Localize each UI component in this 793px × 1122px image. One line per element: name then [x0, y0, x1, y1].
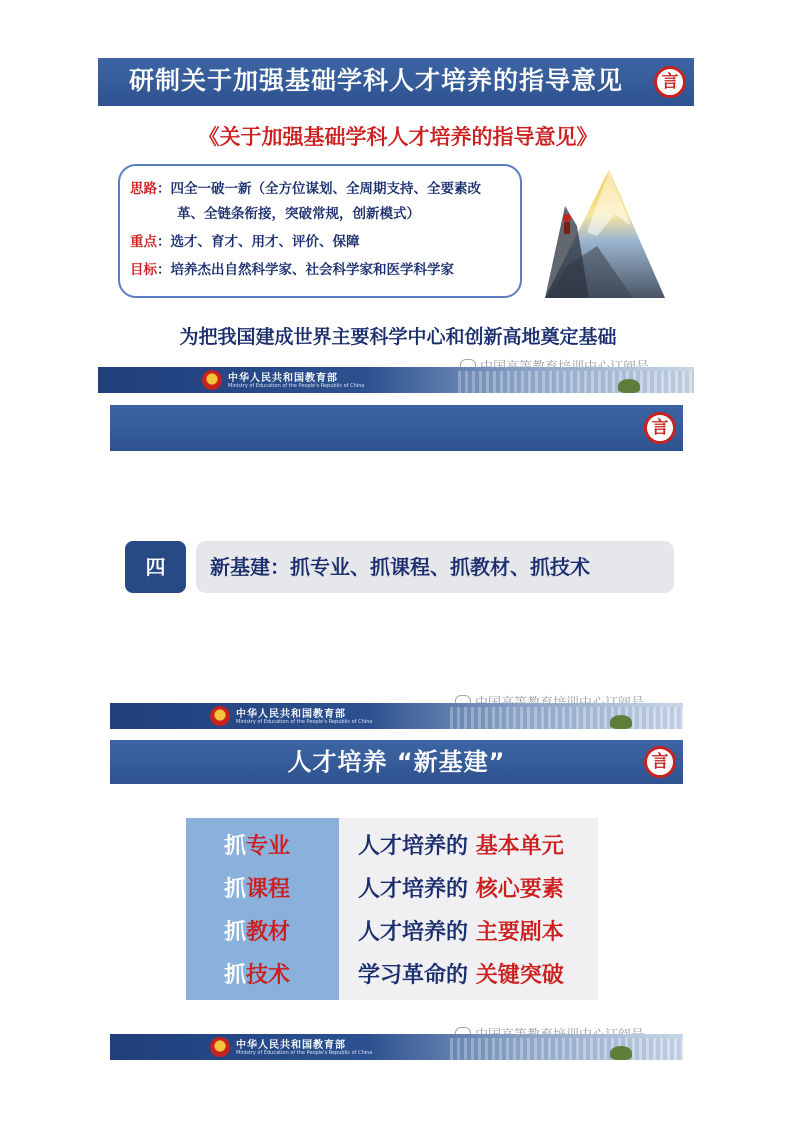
- slide3-title: 人才培养 “新基建”: [287, 748, 506, 776]
- ministry-name-en: Ministry of Education of the People's Republic of China: [236, 719, 373, 725]
- ministry-name-cn: 中华人民共和国教育部: [236, 709, 346, 720]
- focus-desc-textbook: 人才培养的 主要剧本: [358, 920, 564, 945]
- ministry-name-cn: 中华人民共和国教育部: [236, 1040, 346, 1051]
- section-heading-pill: [196, 541, 674, 593]
- tree-graphic: [610, 715, 632, 729]
- info-row-goal: 目标：培养杰出自然科学家、社会科学家和医学科学家: [130, 262, 454, 278]
- slide1-title-bar: [98, 58, 694, 106]
- focus-desc-technology: 学习革命的 关键突破: [358, 963, 564, 988]
- slide1-footer: [98, 367, 694, 393]
- seal-icon: 言: [654, 66, 686, 98]
- focus-item-major: 抓专业: [224, 834, 291, 859]
- national-emblem-icon: [202, 370, 222, 390]
- slide1-subtitle: 《关于加强基础学科人才培养的指导意见》: [198, 125, 598, 149]
- slide1-info-box: [118, 164, 522, 298]
- slide2-footer: [110, 703, 683, 729]
- seal-icon: 言: [644, 412, 676, 444]
- ministry-name-en: Ministry of Education of the People's Republic of China: [228, 383, 365, 389]
- mountain-climber-image: [537, 166, 673, 298]
- national-emblem-icon: [210, 706, 230, 726]
- focus-item-course: 抓课程: [224, 877, 291, 902]
- seal-icon: 言: [644, 746, 676, 778]
- mountain-illustration: [537, 166, 673, 298]
- ministry-name-cn: 中华人民共和国教育部: [228, 373, 338, 384]
- building-graphic: [458, 371, 694, 393]
- slide3-title-bar: [110, 740, 683, 784]
- building-graphic: [450, 1038, 683, 1060]
- section-number-badge: 四: [125, 541, 186, 593]
- tree-graphic: [610, 1046, 632, 1060]
- slide1-title: 研制关于加强基础学科人才培养的指导意见: [128, 66, 623, 95]
- slide1-bottom-slogan: 为把我国建成世界主要科学中心和创新高地奠定基础: [179, 326, 617, 348]
- tree-graphic: [618, 379, 640, 393]
- info-row-approach: 思路：四全一破一新（全方位谋划、全周期支持、全要素改: [130, 181, 481, 197]
- building-graphic: [450, 707, 683, 729]
- focus-item-textbook: 抓教材: [224, 920, 291, 945]
- info-row-approach-cont: 革、全链条衔接，突破常规，创新模式）: [177, 206, 420, 222]
- slide3-footer: [110, 1034, 683, 1060]
- focus-item-technology: 抓技术: [224, 963, 291, 988]
- ministry-name-en: Ministry of Education of the People's Republic of China: [236, 1050, 373, 1056]
- slide2-header-bar: [110, 405, 683, 451]
- national-emblem-icon: [210, 1037, 230, 1057]
- focus-desc-course: 人才培养的 核心要素: [358, 877, 564, 902]
- info-row-focus: 重点：选才、育才、用才、评价、保障: [130, 234, 360, 250]
- section-heading: 新基建：抓专业、抓课程、抓教材、抓技术: [210, 555, 590, 579]
- focus-desc-major: 人才培养的 基本单元: [358, 834, 564, 859]
